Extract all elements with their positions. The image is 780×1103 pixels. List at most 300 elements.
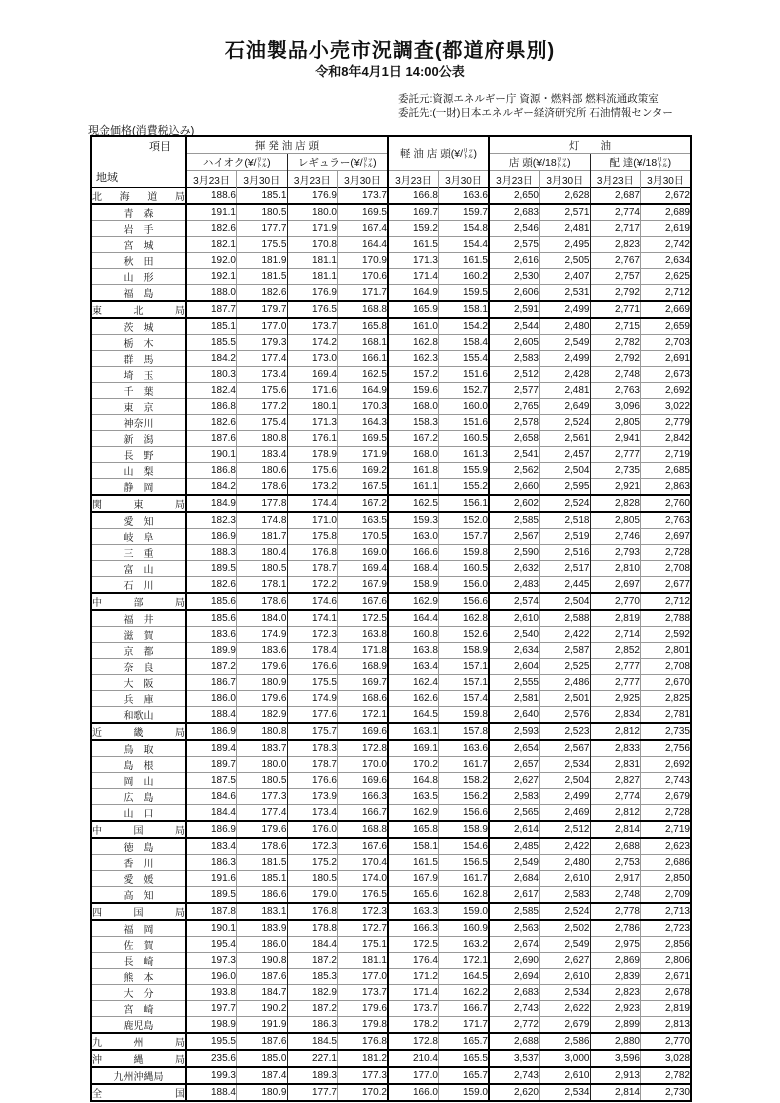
price-value-cell: 168.0 xyxy=(388,399,439,415)
price-value-cell: 180.9 xyxy=(237,1084,288,1101)
price-value-cell: 161.1 xyxy=(388,479,439,496)
price-value-cell: 176.6 xyxy=(287,659,338,675)
region-name-cell: 三 重 xyxy=(91,545,186,561)
price-value-cell: 187.5 xyxy=(186,773,237,789)
price-value-cell: 2,593 xyxy=(489,723,540,740)
price-value-cell: 2,782 xyxy=(641,1067,692,1084)
price-value-cell: 198.9 xyxy=(186,1017,237,1034)
region-name-cell: 島 根 xyxy=(91,757,186,773)
price-value-cell: 185.6 xyxy=(186,593,237,610)
price-value-cell: 160.2 xyxy=(439,269,490,285)
price-value-cell: 178.7 xyxy=(287,561,338,577)
price-value-cell: 171.0 xyxy=(287,512,338,529)
region-name-cell: 栃 木 xyxy=(91,335,186,351)
price-value-cell: 173.7 xyxy=(338,188,389,205)
price-value-cell: 175.1 xyxy=(338,937,389,953)
price-value-cell: 166.3 xyxy=(338,789,389,805)
price-value-cell: 183.4 xyxy=(237,447,288,463)
price-value-cell: 184.4 xyxy=(186,805,237,822)
price-value-cell: 2,839 xyxy=(590,969,641,985)
price-value-cell: 151.6 xyxy=(439,367,490,383)
price-value-cell: 2,534 xyxy=(540,757,591,773)
price-value-cell: 169.5 xyxy=(338,431,389,447)
price-value-cell: 169.4 xyxy=(287,367,338,383)
price-value-cell: 2,925 xyxy=(590,691,641,707)
price-value-cell: 2,658 xyxy=(489,431,540,447)
price-value-cell: 2,770 xyxy=(641,1033,692,1050)
price-value-cell: 164.3 xyxy=(338,415,389,431)
price-value-cell: 2,519 xyxy=(540,529,591,545)
prefecture-row xyxy=(91,285,691,302)
price-value-cell: 168.6 xyxy=(338,691,389,707)
price-value-cell: 2,748 xyxy=(590,887,641,904)
corner-region-label: 地域 xyxy=(96,172,118,184)
price-value-cell: 155.9 xyxy=(439,463,490,479)
price-value-cell: 170.4 xyxy=(338,855,389,871)
price-value-cell: 158.9 xyxy=(439,821,490,838)
price-value-cell: 183.9 xyxy=(237,920,288,937)
price-value-cell: 156.0 xyxy=(439,577,490,594)
region-name-cell: 佐 賀 xyxy=(91,937,186,953)
price-value-cell: 2,530 xyxy=(489,269,540,285)
prefecture-row xyxy=(91,318,691,335)
price-value-cell: 186.3 xyxy=(186,855,237,871)
region-name-cell: 愛 媛 xyxy=(91,871,186,887)
price-value-cell: 2,697 xyxy=(590,577,641,594)
price-value-cell: 184.6 xyxy=(186,789,237,805)
price-value-cell: 2,688 xyxy=(590,838,641,855)
price-value-cell: 182.6 xyxy=(186,577,237,594)
price-value-cell: 2,757 xyxy=(590,269,641,285)
region-name-cell: 宮 城 xyxy=(91,237,186,253)
price-value-cell: 2,604 xyxy=(489,659,540,675)
price-value-cell: 2,687 xyxy=(590,188,641,205)
bureau-row xyxy=(91,188,691,205)
price-value-cell: 172.1 xyxy=(439,953,490,969)
price-value-cell: 175.6 xyxy=(287,463,338,479)
price-value-cell: 2,659 xyxy=(641,318,692,335)
price-value-cell: 163.8 xyxy=(388,643,439,659)
price-value-cell: 2,614 xyxy=(489,821,540,838)
region-name-cell: 沖縄局 xyxy=(91,1050,186,1067)
price-value-cell: 2,610 xyxy=(489,610,540,627)
price-value-cell: 166.6 xyxy=(388,545,439,561)
price-value-cell: 196.0 xyxy=(186,969,237,985)
price-value-cell: 166.1 xyxy=(338,351,389,367)
price-value-cell: 169.7 xyxy=(388,204,439,221)
region-name-cell: 京 都 xyxy=(91,643,186,659)
price-value-cell: 2,590 xyxy=(489,545,540,561)
kerosene-store-date1: 3月23日 xyxy=(489,171,540,188)
price-value-cell: 171.4 xyxy=(388,985,439,1001)
price-value-cell: 2,483 xyxy=(489,577,540,594)
price-value-cell: 2,660 xyxy=(489,479,540,496)
price-value-cell: 174.9 xyxy=(237,627,288,643)
price-value-cell: 186.0 xyxy=(186,691,237,707)
prefecture-row xyxy=(91,463,691,479)
price-value-cell: 199.3 xyxy=(186,1067,237,1084)
price-value-cell: 189.3 xyxy=(287,1067,338,1084)
prefecture-row xyxy=(91,269,691,285)
price-value-cell: 2,486 xyxy=(540,675,591,691)
price-value-cell: 175.5 xyxy=(287,675,338,691)
price-value-cell: 2,763 xyxy=(641,512,692,529)
price-value-cell: 161.5 xyxy=(439,253,490,269)
price-value-cell: 2,770 xyxy=(590,593,641,610)
price-value-cell: 175.6 xyxy=(237,383,288,399)
region-name-cell: 鳥 取 xyxy=(91,740,186,757)
price-value-cell: 169.0 xyxy=(338,545,389,561)
price-value-cell: 173.7 xyxy=(338,985,389,1001)
price-value-cell: 171.6 xyxy=(287,383,338,399)
price-value-cell: 167.6 xyxy=(338,838,389,855)
price-value-cell: 179.6 xyxy=(338,1001,389,1017)
price-value-cell: 173.4 xyxy=(287,805,338,822)
price-value-cell: 171.7 xyxy=(439,1017,490,1034)
price-value-cell: 2,703 xyxy=(641,335,692,351)
price-value-cell: 189.4 xyxy=(186,740,237,757)
price-value-cell: 169.7 xyxy=(338,675,389,691)
price-value-cell: 172.2 xyxy=(287,577,338,594)
price-value-cell: 173.9 xyxy=(287,789,338,805)
haioku-date1: 3月23日 xyxy=(186,171,237,188)
price-value-cell: 189.7 xyxy=(186,757,237,773)
price-value-cell: 2,810 xyxy=(590,561,641,577)
price-value-cell: 190.2 xyxy=(237,1001,288,1017)
price-value-cell: 182.6 xyxy=(237,285,288,302)
prefecture-row xyxy=(91,757,691,773)
price-value-cell: 162.9 xyxy=(388,805,439,822)
price-value-cell: 171.4 xyxy=(388,269,439,285)
price-value-cell: 167.9 xyxy=(388,871,439,887)
price-value-cell: 2,591 xyxy=(489,301,540,318)
prefecture-row xyxy=(91,529,691,545)
price-value-cell: 186.0 xyxy=(237,937,288,953)
price-value-cell: 2,549 xyxy=(540,937,591,953)
price-value-cell: 183.7 xyxy=(237,740,288,757)
price-value-cell: 165.6 xyxy=(388,887,439,904)
price-value-cell: 169.6 xyxy=(338,723,389,740)
price-value-cell: 176.5 xyxy=(287,301,338,318)
price-value-cell: 180.4 xyxy=(237,545,288,561)
price-value-cell: 184.4 xyxy=(287,937,338,953)
price-value-cell: 176.1 xyxy=(287,431,338,447)
price-value-cell: 2,625 xyxy=(641,269,692,285)
price-value-cell: 169.6 xyxy=(338,773,389,789)
price-value-cell: 2,834 xyxy=(590,707,641,724)
prefecture-row xyxy=(91,335,691,351)
region-name-cell: 岐 阜 xyxy=(91,529,186,545)
prefecture-row xyxy=(91,399,691,415)
region-name-cell: 大 阪 xyxy=(91,675,186,691)
price-value-cell: 162.3 xyxy=(388,351,439,367)
price-value-cell: 158.1 xyxy=(388,838,439,855)
price-value-cell: 163.6 xyxy=(439,740,490,757)
price-value-cell: 155.4 xyxy=(439,351,490,367)
price-value-cell: 2,586 xyxy=(540,1033,591,1050)
price-value-cell: 2,852 xyxy=(590,643,641,659)
price-value-cell: 175.2 xyxy=(287,855,338,871)
price-value-cell: 174.6 xyxy=(287,593,338,610)
price-value-cell: 2,583 xyxy=(540,887,591,904)
prefecture-row xyxy=(91,789,691,805)
price-value-cell: 161.8 xyxy=(388,463,439,479)
price-value-cell: 2,719 xyxy=(641,447,692,463)
kerosene-delivery-header: 配 達(¥/18㍑) xyxy=(590,154,691,171)
price-value-cell: 176.8 xyxy=(338,1033,389,1050)
price-value-cell: 162.2 xyxy=(439,985,490,1001)
price-value-cell: 2,709 xyxy=(641,887,692,904)
region-name-cell: 高 知 xyxy=(91,887,186,904)
region-name-cell: 福 岡 xyxy=(91,920,186,937)
price-value-cell: 2,723 xyxy=(641,920,692,937)
price-value-cell: 184.2 xyxy=(186,479,237,496)
price-value-cell: 2,561 xyxy=(540,431,591,447)
price-value-cell: 156.5 xyxy=(439,855,490,871)
price-value-cell: 2,524 xyxy=(540,903,591,920)
price-value-cell: 188.4 xyxy=(186,1084,237,1101)
price-value-cell: 2,619 xyxy=(641,221,692,237)
price-value-cell: 187.2 xyxy=(287,953,338,969)
price-value-cell: 182.9 xyxy=(287,985,338,1001)
price-value-cell: 175.4 xyxy=(237,415,288,431)
price-survey-table xyxy=(90,135,692,1102)
region-name-cell: 徳 島 xyxy=(91,838,186,855)
region-name-cell: 神奈川 xyxy=(91,415,186,431)
price-value-cell: 2,671 xyxy=(641,969,692,985)
price-value-cell: 159.5 xyxy=(439,285,490,302)
price-value-cell: 185.1 xyxy=(186,318,237,335)
price-value-cell: 187.8 xyxy=(186,903,237,920)
region-name-cell: 香 川 xyxy=(91,855,186,871)
price-value-cell: 181.1 xyxy=(338,953,389,969)
price-value-cell: 169.2 xyxy=(338,463,389,479)
price-value-cell: 178.6 xyxy=(237,593,288,610)
price-value-cell: 187.6 xyxy=(237,1033,288,1050)
price-value-cell: 187.2 xyxy=(287,1001,338,1017)
prefecture-row xyxy=(91,773,691,789)
price-value-cell: 2,501 xyxy=(540,691,591,707)
price-value-cell: 2,823 xyxy=(590,237,641,253)
price-value-cell: 186.6 xyxy=(237,887,288,904)
prefecture-row xyxy=(91,431,691,447)
price-value-cell: 170.6 xyxy=(338,269,389,285)
price-value-cell: 183.4 xyxy=(186,838,237,855)
price-value-cell: 2,517 xyxy=(540,561,591,577)
price-value-cell: 2,428 xyxy=(540,367,591,383)
price-value-cell: 2,831 xyxy=(590,757,641,773)
price-value-cell: 170.3 xyxy=(338,399,389,415)
price-value-cell: 2,650 xyxy=(489,188,540,205)
gasoline-group-header: 揮 発 油 店 頭 xyxy=(186,136,388,154)
price-value-cell: 179.8 xyxy=(338,1017,389,1034)
price-value-cell: 173.4 xyxy=(237,367,288,383)
price-value-cell: 2,743 xyxy=(641,773,692,789)
price-value-cell: 2,712 xyxy=(641,593,692,610)
price-value-cell: 2,813 xyxy=(641,1017,692,1034)
prefecture-row xyxy=(91,707,691,724)
price-value-cell: 2,634 xyxy=(489,643,540,659)
price-value-cell: 179.3 xyxy=(237,335,288,351)
price-value-cell: 173.7 xyxy=(388,1001,439,1017)
price-value-cell: 2,686 xyxy=(641,855,692,871)
bureau-row xyxy=(91,593,691,610)
price-value-cell: 162.5 xyxy=(388,495,439,512)
prefecture-row xyxy=(91,691,691,707)
price-value-cell: 2,669 xyxy=(641,301,692,318)
price-value-cell: 2,869 xyxy=(590,953,641,969)
price-value-cell: 2,588 xyxy=(540,610,591,627)
region-name-cell: 富 山 xyxy=(91,561,186,577)
price-value-cell: 162.5 xyxy=(338,367,389,383)
price-value-cell: 2,499 xyxy=(540,789,591,805)
diesel-date1: 3月23日 xyxy=(388,171,439,188)
price-value-cell: 191.9 xyxy=(237,1017,288,1034)
bureau-row xyxy=(91,1050,691,1067)
price-value-cell: 186.3 xyxy=(287,1017,338,1034)
prefecture-row xyxy=(91,838,691,855)
price-value-cell: 182.3 xyxy=(186,512,237,529)
price-value-cell: 2,728 xyxy=(641,545,692,561)
price-value-cell: 178.6 xyxy=(237,838,288,855)
price-value-cell: 177.2 xyxy=(237,399,288,415)
price-value-cell: 185.1 xyxy=(237,188,288,205)
price-value-cell: 193.8 xyxy=(186,985,237,1001)
price-value-cell: 2,585 xyxy=(489,512,540,529)
region-name-cell: 全国 xyxy=(91,1084,186,1101)
price-value-cell: 2,691 xyxy=(641,351,692,367)
price-value-cell: 174.8 xyxy=(237,512,288,529)
price-value-cell: 2,694 xyxy=(489,969,540,985)
price-value-cell: 2,792 xyxy=(590,285,641,302)
consignment-block xyxy=(398,92,673,120)
price-value-cell: 179.0 xyxy=(287,887,338,904)
price-value-cell: 2,481 xyxy=(540,221,591,237)
region-name-cell: 滋 賀 xyxy=(91,627,186,643)
bureau-row xyxy=(91,495,691,512)
price-value-cell: 191.1 xyxy=(186,204,237,221)
price-value-cell: 197.3 xyxy=(186,953,237,969)
price-value-cell: 162.4 xyxy=(388,675,439,691)
price-value-cell: 2,690 xyxy=(489,953,540,969)
price-value-cell: 2,620 xyxy=(489,1084,540,1101)
price-value-cell: 182.9 xyxy=(237,707,288,724)
price-value-cell: 2,567 xyxy=(540,740,591,757)
price-value-cell: 176.4 xyxy=(388,953,439,969)
price-value-cell: 3,022 xyxy=(641,399,692,415)
price-value-cell: 2,505 xyxy=(540,253,591,269)
price-value-cell: 2,563 xyxy=(489,920,540,937)
price-value-cell: 3,537 xyxy=(489,1050,540,1067)
price-value-cell: 152.7 xyxy=(439,383,490,399)
region-name-cell: 中部局 xyxy=(91,593,186,610)
prefecture-row xyxy=(91,545,691,561)
price-value-cell: 2,856 xyxy=(641,937,692,953)
price-value-cell: 170.0 xyxy=(338,757,389,773)
price-value-cell: 2,771 xyxy=(590,301,641,318)
corner-item-label: 項目 xyxy=(149,141,171,153)
region-name-cell: 九州沖縄局 xyxy=(91,1067,186,1084)
price-value-cell: 2,544 xyxy=(489,318,540,335)
price-value-cell: 177.4 xyxy=(237,351,288,367)
price-value-cell: 2,772 xyxy=(489,1017,540,1034)
price-value-cell: 177.7 xyxy=(237,221,288,237)
region-name-cell: 茨 城 xyxy=(91,318,186,335)
price-value-cell: 2,828 xyxy=(590,495,641,512)
price-value-cell: 182.1 xyxy=(186,237,237,253)
price-value-cell: 2,812 xyxy=(590,805,641,822)
prefecture-row xyxy=(91,920,691,937)
region-name-cell: 埼 玉 xyxy=(91,367,186,383)
prefecture-row xyxy=(91,855,691,871)
price-value-cell: 176.8 xyxy=(287,903,338,920)
price-value-cell: 2,812 xyxy=(590,723,641,740)
kerosene-delivery-date2: 3月30日 xyxy=(641,171,692,188)
table-body xyxy=(91,188,691,1102)
price-value-cell: 2,767 xyxy=(590,253,641,269)
price-value-cell: 180.6 xyxy=(237,463,288,479)
prefecture-row xyxy=(91,985,691,1001)
price-value-cell: 182.6 xyxy=(186,221,237,237)
price-value-cell: 2,583 xyxy=(489,789,540,805)
price-value-cell: 2,502 xyxy=(540,920,591,937)
region-name-cell: 福 島 xyxy=(91,285,186,302)
price-value-cell: 2,540 xyxy=(489,627,540,643)
price-value-cell: 183.1 xyxy=(237,903,288,920)
price-value-cell: 2,708 xyxy=(641,659,692,675)
price-value-cell: 186.9 xyxy=(186,529,237,545)
price-value-cell: 177.3 xyxy=(237,789,288,805)
price-value-cell: 176.9 xyxy=(287,188,338,205)
price-value-cell: 2,801 xyxy=(641,643,692,659)
price-value-cell: 164.4 xyxy=(338,237,389,253)
price-value-cell: 159.6 xyxy=(388,383,439,399)
price-value-cell: 178.1 xyxy=(237,577,288,594)
price-value-cell: 2,499 xyxy=(540,301,591,318)
price-value-cell: 176.8 xyxy=(287,545,338,561)
price-value-cell: 161.5 xyxy=(388,855,439,871)
price-value-cell: 173.0 xyxy=(287,351,338,367)
price-value-cell: 163.4 xyxy=(388,659,439,675)
price-value-cell: 2,574 xyxy=(489,593,540,610)
price-value-cell: 161.7 xyxy=(439,871,490,887)
price-value-cell: 2,657 xyxy=(489,757,540,773)
bureau-row xyxy=(91,903,691,920)
price-value-cell: 168.4 xyxy=(388,561,439,577)
price-value-cell: 187.2 xyxy=(186,659,237,675)
price-value-cell: 2,763 xyxy=(590,383,641,399)
price-value-cell: 2,531 xyxy=(540,285,591,302)
price-value-cell: 186.8 xyxy=(186,399,237,415)
price-value-cell: 2,407 xyxy=(540,269,591,285)
price-value-cell: 157.7 xyxy=(439,529,490,545)
price-value-cell: 2,728 xyxy=(641,805,692,822)
region-name-cell: 長 野 xyxy=(91,447,186,463)
price-value-cell: 2,788 xyxy=(641,610,692,627)
price-value-cell: 2,779 xyxy=(641,415,692,431)
price-value-cell: 180.8 xyxy=(237,431,288,447)
price-value-cell: 166.8 xyxy=(388,188,439,205)
price-value-cell: 176.5 xyxy=(338,887,389,904)
price-value-cell: 186.9 xyxy=(186,821,237,838)
price-value-cell: 167.2 xyxy=(388,431,439,447)
prefecture-row xyxy=(91,969,691,985)
price-value-cell: 2,495 xyxy=(540,237,591,253)
price-value-cell: 180.0 xyxy=(237,757,288,773)
price-value-cell: 2,673 xyxy=(641,367,692,383)
price-value-cell: 163.6 xyxy=(439,188,490,205)
price-value-cell: 177.0 xyxy=(338,969,389,985)
